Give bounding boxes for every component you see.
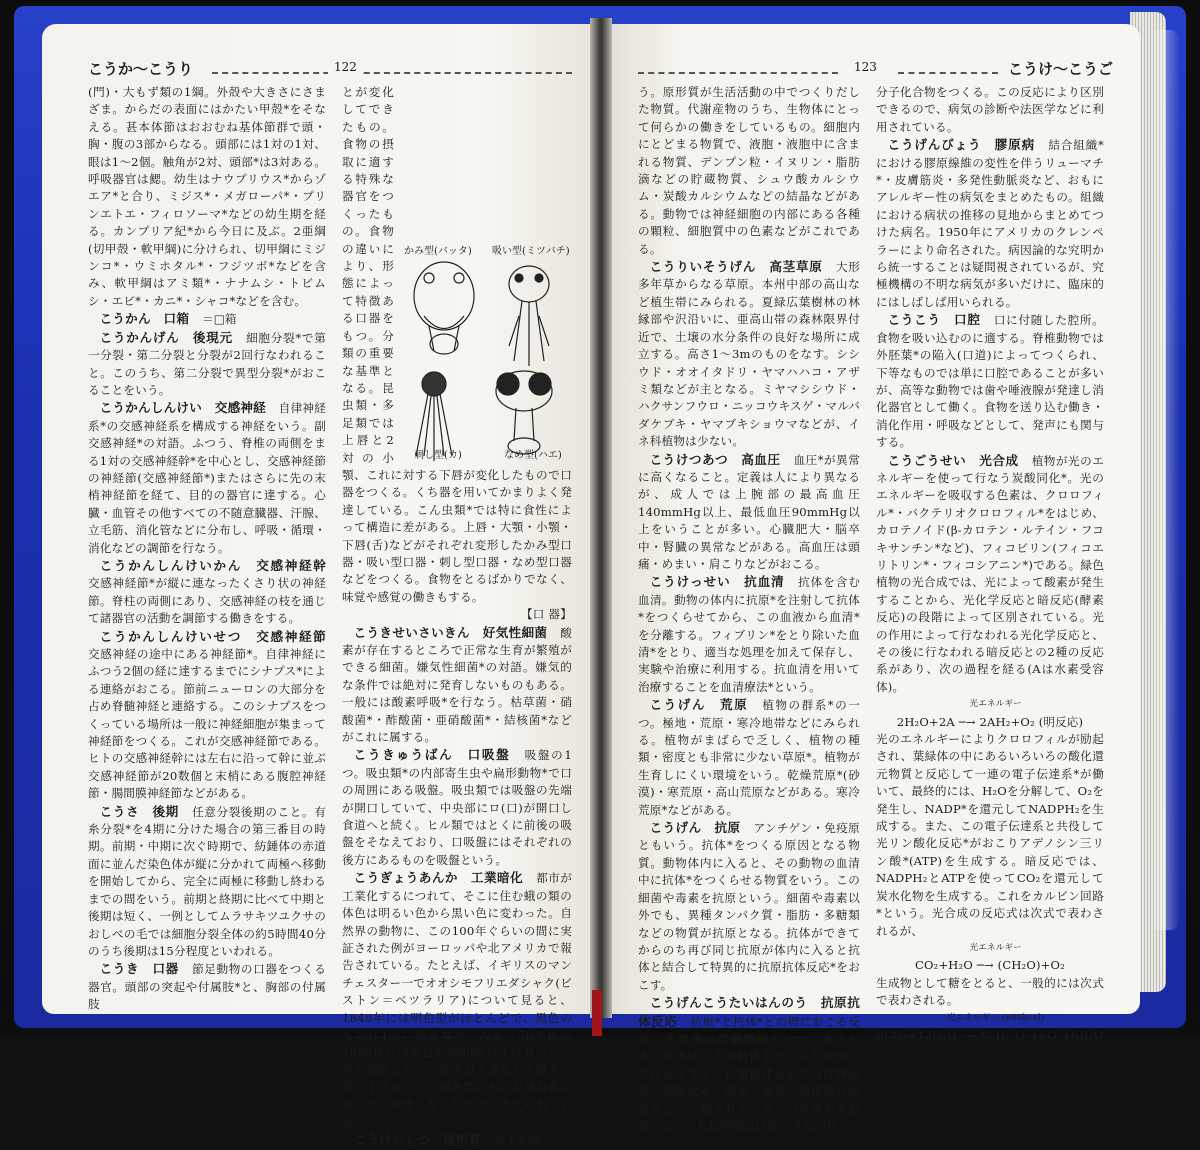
- entry-headword: こうりいそうげん 高茎草原: [649, 259, 836, 275]
- entry-headword: こうさ 後期: [99, 803, 193, 819]
- dictionary-entry: [638, 573, 860, 696]
- entry-continuation: 分子化合物をつくる。この反応により区別できるので、病気の診断や法医学などに利用されている。: [876, 85, 1104, 134]
- dictionary-entry: [88, 803, 326, 961]
- dictionary-entry: [342, 1131, 572, 1149]
- right-page: [608, 24, 1140, 1133]
- entry-headword: こうごうせい 光合成: [887, 452, 1032, 468]
- entry-headword: こうけっせい 抗血清: [649, 574, 799, 590]
- entry-headword: こうかんしんけい 交感神経: [99, 400, 279, 416]
- formula-text: CO₂+H₂O ─→ (CH₂O)+O₂: [915, 958, 1065, 973]
- dictionary-entry: [638, 819, 860, 994]
- dictionary-entry: [342, 624, 572, 747]
- entry-headword: こうぎょうあんか 工業暗化: [353, 870, 537, 886]
- entry-headword: こうきゅうばん 口吸盤: [353, 747, 525, 763]
- entry-headword: こうかんしんけいせつ 交感神経節: [99, 628, 339, 644]
- formula: [876, 1010, 1104, 1045]
- entry-definition: 自律神経系*の交感神経系を構成する神経をいう。副交感神経*の対語。ふつう、脊椎の両側をまる1対の交感神経幹*を中心とし、交感神経節の神経節(交感神経節*)またはさらに先の末梢神経節を経て、目的の器官に達する。心臓・血管その他すべての不随意臓器、汗腺、立毛筋、消化管などに分布し、呼吸・循環・消化などの調節を行なう。: [88, 401, 326, 555]
- figure-caption: 【口 器】: [520, 607, 572, 622]
- entry-headword: こうかん 口箱: [99, 311, 202, 327]
- figure-label-sucking: 吸い型(ミツバチ): [492, 246, 570, 257]
- entry-definition: 吸盤の1つ。吸虫類*の内部寄生虫や扁形動物*で口の周囲にある吸盤。吸虫類では吸盤の先端が開口していて、中央部にロ(口)が開口し食道へと続く。ヒル類ではとくに前後の吸盤をそなえており、口吸盤にはそれぞれの後方にあるものを吸盤という。: [342, 748, 572, 867]
- right-folio: 123: [854, 60, 877, 74]
- entry-continuation: (門)・大もず類の1綱。外殻や大きさにさまざま。からだの表面にはかたい甲殻*をそなえる。甚本体節はおおむね基体節群で頭・胸・腹の3部からなる。頭部には1対の1対、眼は1～2個。触角が2対、頭部*は3対ある。呼吸器官は鰓。幼生はナウプリウス*からゾエア*と合り、ミジス*・メガローパ*・プリンエトエ・フィロソーマ*などの幼生期を経る。カンプリア紀*から今日に及ぶ。2亜綱(切甲殻・軟甲綱)に分けられ、切甲綱にミジンコ*・ウミホタル*・フジツボ*などを含み、軟甲綱はアミ類*・ナナムシ・トビムシ・エビ*・カニ*・シャコ*などを含む。: [88, 85, 326, 308]
- entry-definition: 交感神経節*が縦に連なったくさり状の神経節。脊柱の両側にあり、交感神経の枝を通じて諸器官の活動を調節する働きをする。: [88, 576, 326, 626]
- entry-headword: こうげん 荒原: [649, 697, 763, 713]
- dictionary-entry: [876, 452, 1104, 697]
- entry-definition: 口に付随した腔所。食物を吸い込むのに適する。脊椎動物では外胚葉*の陥入(口道)によってつくられ、下等なものでは単に口腔であることが多いが、高等な動物では歯や唾液腺が発達し消化器官として働く。食物を送り込む働き・消化作用・呼吸などとして、発声にも関与する。: [876, 313, 1104, 450]
- entry-headword: こうげん 抗原: [649, 820, 754, 836]
- entry-headword: こうけつあつ 高血圧: [649, 451, 794, 467]
- right-column-2: [876, 84, 1104, 1044]
- entry-definition: アンチゲン・免疫原ともいう。抗体*をつくる原因となる物質。動物体内に入ると、その動物の血清中に抗体*をつくらせる物質をいう。この細菌や毒素を抗原という。細菌や毒素以外でも、異種タンパク質・脂肪・多糖類などの物質が抗原となる。抗体ができてからのち再び同じ抗原が体内に入ると抗体と結合して特異的に抗原抗体反応*をおこす。: [638, 821, 860, 992]
- entry-headword: こうこう 口腔: [887, 312, 994, 328]
- dictionary-entry: [638, 258, 860, 450]
- formula-text: 6CO₂+12H₂O ─→ C₆H₁₂O₆+6O₂+6H₂O: [876, 1027, 1104, 1042]
- figure-label-sponging: なめ型(ハエ): [504, 450, 562, 461]
- formula-note: 光エネルギー: [969, 942, 1022, 953]
- entry-headword: こうけいしつ 後形質: [353, 1132, 495, 1148]
- entry-headword: こうきせいさいきん 好気性細菌: [353, 624, 561, 640]
- entry-definition: ＝□箱: [201, 312, 237, 327]
- dictionary-entry: [638, 696, 860, 819]
- right-column-1: [638, 84, 860, 1135]
- entry-definition: 植物の群系*の一つ。極地・荒原・寒冷地帯などにみられる。植物がまばらで乏しく、植物の種類・密度とも非常に少ない草原*。植物が生育しにくい環境をいう。乾燥荒原*(砂漠)・寒荒原・高山荒原などがある。寒冷荒原*などがある。: [638, 698, 860, 817]
- dictionary-entry: [876, 136, 1104, 311]
- cover-glare: [1150, 30, 1180, 930]
- entry-continuation: 生成物として糖をとると、一般的には次式で表わされる。: [876, 975, 1104, 1008]
- mouthparts-figure: [404, 242, 574, 462]
- left-running-head: こうか～こうり: [88, 60, 194, 78]
- left-folio: 122: [328, 60, 363, 74]
- formula-note: 光エネルギー (688kcal): [947, 1012, 1045, 1023]
- entry-definition: 都市が工業化するにつれて、そこに住む蛾の類の体色は明るい色から黒い色に変わった。自然界の動物に、この100年ぐらいの間に実証された例がヨーロッパや北アメリカで報告されている。たとえば、イギリスのマンチェスター一でオオシモフリエダシャク(ビストン＝ベツラリア)について見ると、1848年には明色型がほとんどで、黒色のものは1％に過ぎなかったが、50年後の1898年には黒色型が99％以上になった。その理由として、都市が工業化して樹木の幹にすすがついて明色型のものが捕食者に見つかりやすくなったためと考えられている。: [342, 871, 572, 1129]
- dictionary-entry: [88, 310, 326, 328]
- entry-definition: 任意分裂後期のこと。有糸分裂*を4期に分けた場合の第三番目の時期。前期・中期に次ぐ時期で、紡錘体の赤道面に並んだ染色体が縦に分かれて両極へ移動を開始してから、完全に両極に移動し終わるまでの間をいう。前期と終期に比べて中期と後期は短く、一例としてムラサキツユクサのおしべの毛では細胞分裂全体の約5時間40分のうち後期は15分程度といわれる。: [88, 804, 326, 958]
- dictionary-entry: [88, 960, 326, 1013]
- entry-definition: 交感神経の途中にある神経節*。自律神経にふつう2個の経に達するまでにシナプス*による連絡がおこる。節前ニューロンの大部分を占め脊髄神経と連絡する。このシナプスをつくっている場所は一般に神経細胞が集まって神経節をつくる。これが交感神経節である。ヒトの交感神経幹には左右に沿って幹に並ぶ交感神経節が20数個と末梢にある腹腔神経節・腸間膜神経節などがある。: [88, 647, 326, 801]
- entry-definition: 細胞分裂*で第一分裂・第二分裂と分裂が2回行なわれること。このうち、第二分裂で異型分裂*がおこることをいう。: [88, 330, 326, 397]
- figure-label-piercing: 刺し型(カ): [414, 450, 462, 461]
- right-running-head: こうけ～こうご: [1008, 60, 1114, 78]
- entry-headword: こうかんげん 後現元: [99, 329, 247, 345]
- entry-continuation: う。原形質が生活活動の中でつくりだした物質。代謝産物のうち、生物体にとって何らかの働きをしているもの。細胞内にとどまる物質で、液胞・液胞中に含まれる物質、デンプン粒・イヌリン・脂肪滴などの貯蔵物質、シュウ酸カルシウム・炭酸カルシウムなどの結晶などがある。動物では神経細胞の内部にある各種の顆粒、細胞質中の色素などがこれである。: [638, 85, 860, 256]
- entry-continuation: とが変化してできたもの。食物の摂取に適する特殊な器官をつくったもの。食物の違いにより、形態によって特徴ある口器をもつ。分類の重要な基準となる。昆虫類・多足類では上唇と2対の小顎、これに対する下唇が変化したもので口器をつくる。くち器を用いてかまりよく発達している。こん虫類*では特に食性によって構造に差がある。上唇・大顎・小顎・下唇(舌)などがそれぞれ変形したかみ型口器・吸い型口器・刺し型口器・なめ型口器などをつくる。食物をとるばかりでなく、味覚や感覚の働きもする。: [342, 85, 572, 604]
- entry-definition: 節足動物の口器をつくる器官。頭部の突起や付属肢*と、胸部の付属肢: [88, 962, 326, 1012]
- entry-definition: 植物が光のエネルギーを使って行なう炭酸同化*。光のエネルギーを吸収する色素は、クロロフィル*・バクテリオクロロフィル*をはじめ、カロテノイド(β-カロテン・ルテイン・フコキサンチン*など)、フィコビリン(フィコエリトリン*・フィコシアニン*)である。緑色植物の光合成では、光によって酸素が発生することから、光化学反応と暗反応(酵素反応)の段階によって区別されている。光の作用によって行なわれる光化学反応と、その後に行なわれる暗反応との2種の反応系があり、次の過程を経る(Aは水素受容体)。: [876, 453, 1104, 694]
- entry-continuation: 光のエネルギーによりクロロフィルが励起され、葉緑体の中にあるいろいろの酸化還元物質と反応して一連の電子伝達系*が働いて、最終的には、H₂Oを分解して、O₂を発生し、NADP*を還元してNADPH₂を生成する。また、この電子伝達系と共役して光リン酸化反応*がおこりアデノシン三リン酸*(ATP)を生成する。暗反応では、NADPH₂とATPを使ってCO₂を還元して炭水化物を生成する。これをカルビン回路*という。光合成の反応式は次式で表わされるが、: [876, 732, 1104, 938]
- entry-headword: こうかんしんけいかん 交感神経幹: [99, 557, 339, 573]
- left-header-rule: [212, 72, 572, 74]
- formula-note: 光エネルギー: [969, 699, 1022, 710]
- left-column-1: [88, 84, 339, 1014]
- dictionary-entry: [342, 746, 572, 869]
- left-page: [42, 24, 592, 1148]
- formula: [876, 940, 1104, 975]
- mouthparts-illustration: [404, 256, 574, 476]
- dictionary-entry: [88, 399, 326, 557]
- formula: [876, 696, 1104, 731]
- entry-headword: こうげんこうたいはんのう 抗原抗体反応: [638, 995, 860, 1029]
- entry-definition: 酸素が存在するところで正常な生育が繁殖ができる細菌。嫌気性細菌*の対語。嫌気的な条件では絶対に発育しないものもある。一般には酸素呼吸*を行なう。枯草菌・硝酸菌*・酢酸菌・亜硝酸菌*・結核菌*などがこれに属する。: [342, 625, 572, 745]
- dictionary-entry: [876, 311, 1104, 451]
- bookmark-ribbon: [592, 990, 602, 1036]
- book-gutter: [590, 18, 612, 1018]
- dictionary-entry: [88, 557, 339, 628]
- dictionary-entry: [88, 628, 339, 803]
- entry-definition: 抗原*と抗体*との間におこる反応。生物体の防御機能の一つとみられる。抗体は、その抗体をつくった抗原にだけ反応する。抗原抗体反応には沈降反応・凝集反応・溶菌・溶血・補体結合反応などに分類される。タンパク質や多糖類などのうち化学的に区別できない抗: [638, 1014, 860, 1133]
- formula-text: 2H₂O+2A ─→ 2AH₂+O₂ (明反応): [896, 714, 1084, 729]
- right-header-rule-b: [898, 72, 998, 74]
- entry-definition: 結合組織*における膠原線維の変性を伴うリューマチ*・皮膚筋炎・多発性動脈炎など、おもにアレルギー性の病気をまとめたもの。組織における病状の推移の見地からまとめてつけた病名。1950年にアメリカのクレンペラーにより命名された。病因論的な究明から統一することは疑問視されているが、究極機構の不明な病気が多いだけに、臨床的にはしばしば用いられる。: [876, 138, 1104, 309]
- entry-headword: こうげんびょう 膠原病: [887, 137, 1049, 153]
- entry-definition: 抗体を含む血清。動物の体内に抗原*を注射して抗体*をつくらせてから、この血液から血清*を分離する。フィブリン*をとり除いた血清*をとり、適当な処理を加えて保存し、実験や治療に利用する。抗血清を用いて治療することを血清療法*という。: [638, 575, 860, 694]
- right-header-rule-a: [638, 72, 838, 74]
- dictionary-entry: [342, 869, 572, 1131]
- figure-label-chewing: かみ型(バッタ): [404, 246, 472, 257]
- entry-definition: 大形多年草からなる草原。本州中部の高山など植生帯にみられる。夏緑広葉樹林の林縁部や沢沿いに、亜高山帯の森林限界付近で、土壌の水分条件の良好な場所に成立する。高さ1～3mのものをなす。シシウド・オオイタドリ・ヤマハハコ・アザミ類などが主となる。ミヤマシシウド・ハクサンフウロ・ニッコウキスゲ・マルバダケブキ・ヤマブキショウマなどが、イネ科植物は少ない。: [638, 260, 860, 449]
- dictionary-entry: [638, 451, 860, 574]
- dictionary-entry: [88, 329, 326, 400]
- entry-definition: 後生動物: [494, 1133, 542, 1148]
- entry-definition: 血圧*が異常に高くなること。定義は人により異なるが、成人では上腕部の最高血圧140mmHg以上、最低血圧90mmHg以上をいうことが多い。心臓肥大・脳卒中・腎臓の異常などがある。高血圧は頭痛・めまい・肩こりなどがおこる。: [638, 452, 860, 571]
- dictionary-entry: [638, 994, 860, 1135]
- entry-headword: こうき 口器: [99, 961, 193, 977]
